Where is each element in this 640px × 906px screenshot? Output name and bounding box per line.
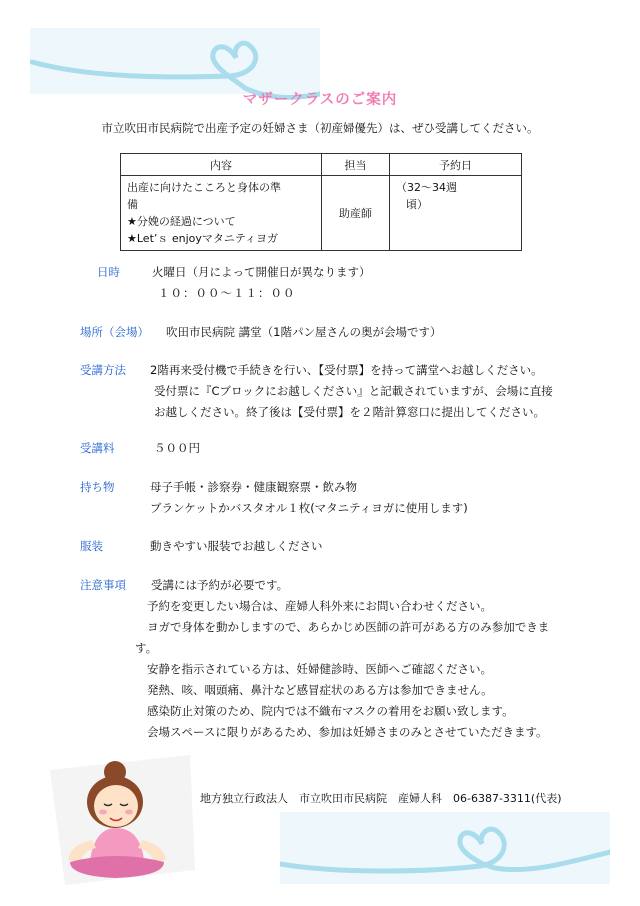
datetime-text [152, 262, 371, 304]
notes-line: 感染防止対策のため、院内では不織布マスクの着用をお願い致します。 [147, 704, 514, 718]
schedule-table [120, 153, 522, 251]
header-staff: 担当 [322, 154, 390, 176]
notes-label: 注意事項 [80, 578, 126, 592]
method-text [150, 360, 553, 423]
notes-line: 受講には予約が必要です。 [151, 578, 289, 592]
method-line: 2階再来受付機で手続きを行い、【受付票】を持って講堂へお越しください。 [150, 363, 543, 377]
header-reservation: 予約日 [390, 154, 522, 176]
items-line: ブランケットかバスタオル１枚(マタニティヨガに使用します) [150, 501, 468, 515]
content-line: ★Let’ｓ enjoyマタニティヨガ [127, 232, 279, 245]
reservation-line: 頃） [406, 198, 428, 211]
method-label: 受講方法 [80, 363, 126, 377]
datetime-line: 火曜日（月によって開催日が異なります） [152, 265, 371, 279]
table-row [121, 176, 522, 251]
notes-line: す。 [135, 641, 158, 655]
notes-text [135, 575, 575, 743]
heart-ribbon-bottom-icon [280, 812, 610, 892]
content-line: ★分娩の経過について [127, 215, 236, 228]
notes-line: 予約を変更したい場合は、産婦人科外来にお問い合わせください。 [147, 599, 492, 613]
items-line: 母子手帳・診察券・健康観察票・飲み物 [150, 480, 357, 494]
header-content: 内容 [121, 154, 322, 176]
place-text: 吹田市民病院 講堂（1階パン屋さんの奥が会場です） [166, 325, 442, 339]
meditating-woman-illustration [40, 750, 200, 890]
notes-line: ヨガで身体を動かしますので、あらかじめ医師の許可がある方のみ参加できま [147, 620, 550, 634]
notes-line: 会場スペースに限りがあるため、参加は妊婦さまのみとさせていただきます。 [147, 725, 548, 739]
notes-line: 安静を指示されている方は、妊婦健診時、医師へご確認ください。 [147, 662, 492, 676]
notes-line: 発熱、咳、咽頭痛、鼻汁など感冒症状のある方は参加できません。 [147, 683, 493, 697]
reservation-line: （32～34週 [396, 181, 457, 194]
table-header-row [121, 154, 522, 176]
method-line: 受付票に『Cブロックにお越しください』と記載されていますが、会場に直接 [154, 384, 553, 398]
items-text [150, 477, 468, 519]
clothing-label: 服装 [80, 539, 103, 553]
datetime-label: 日時 [97, 265, 120, 279]
footer-contact: 地方独立行政法人 市立吹田市民病院 産婦人科 06-6387-3311(代表) [200, 792, 562, 805]
content-line: 備 [127, 198, 138, 211]
content-line: 出産に向けたこころと身体の準 [127, 181, 281, 194]
fee-text: ５００円 [154, 441, 200, 455]
page-title: マザークラスのご案内 [242, 92, 398, 108]
content-cell [121, 176, 322, 251]
datetime-line: １０：００～１１：００ [158, 286, 296, 300]
staff-cell: 助産師 [322, 176, 390, 251]
method-line: お越しください。終了後は【受付票】を２階計算窓口に提出してください。 [154, 405, 545, 419]
intro-text: 市立吹田市民病院で出産予定の妊婦さま（初産婦優先）は、ぜひ受講してください。 [101, 121, 539, 135]
fee-label: 受講料 [80, 441, 115, 455]
clothing-text: 動きやすい服装でお越しください [150, 539, 323, 553]
reservation-cell [390, 176, 522, 251]
items-label: 持ち物 [80, 480, 115, 494]
place-label: 場所（会場） [80, 325, 149, 339]
